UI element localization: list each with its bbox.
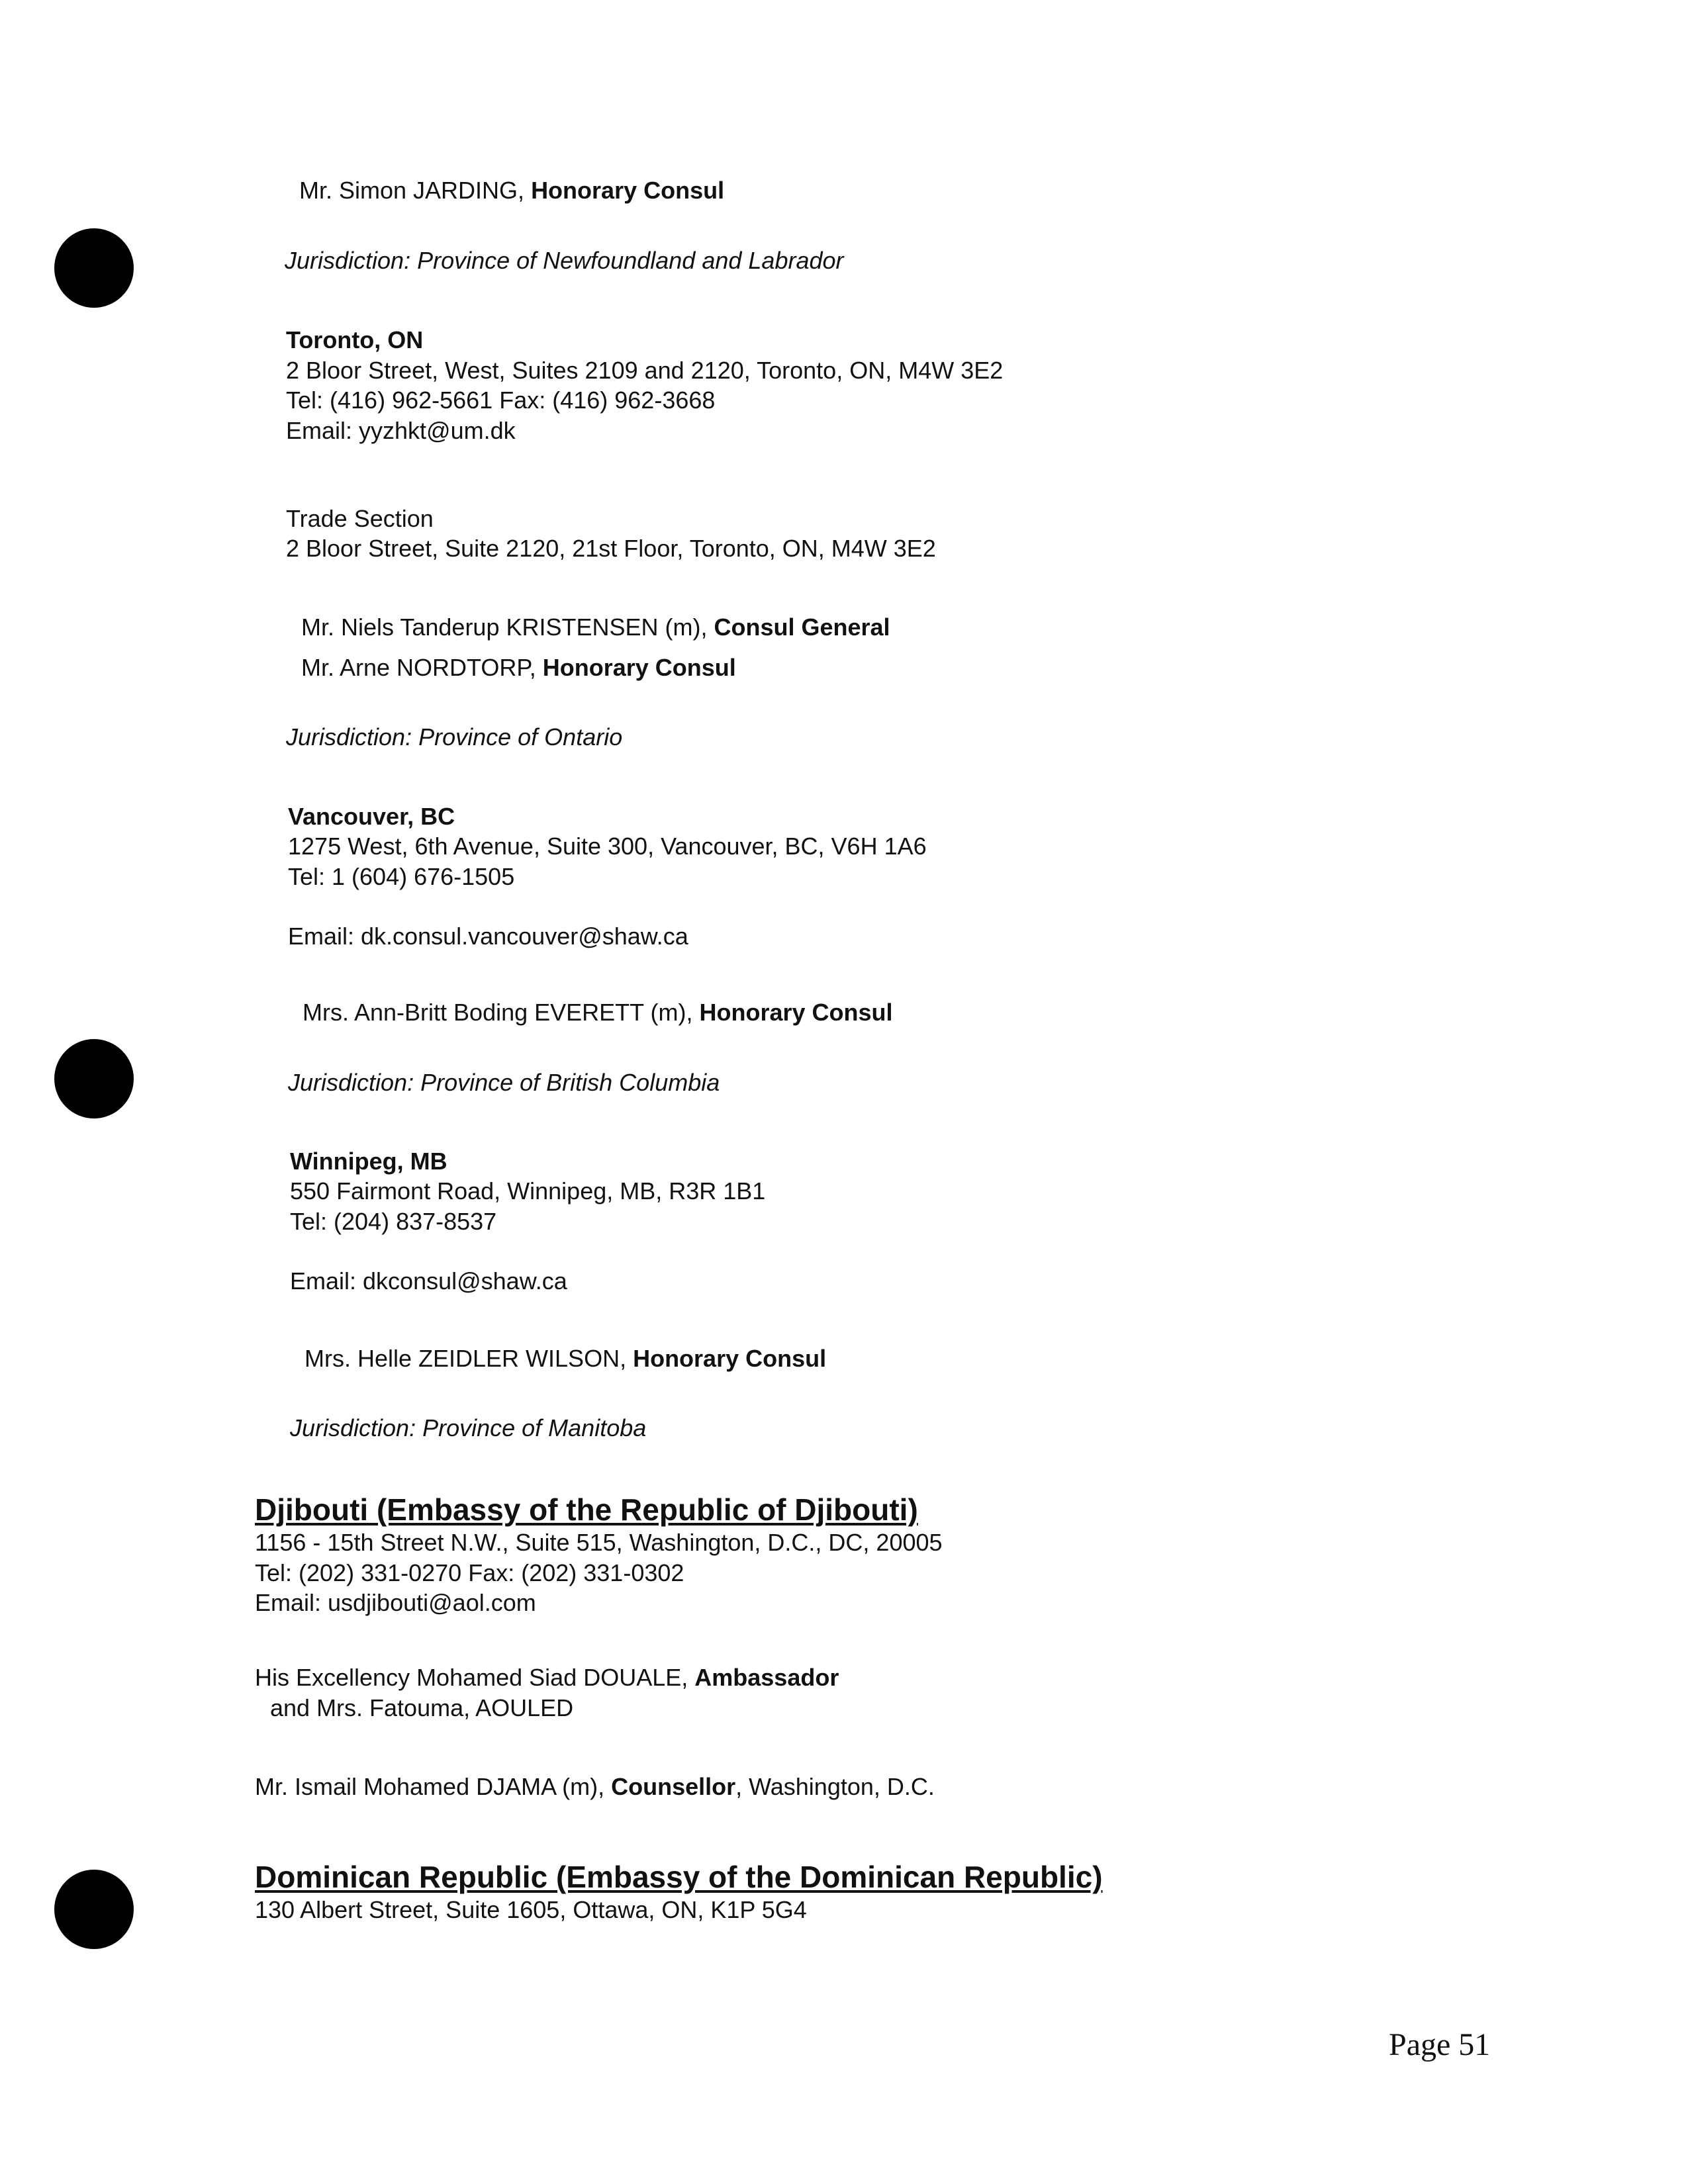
phone: Tel: (204) 837-8537: [290, 1208, 497, 1235]
official-title: Honorary Consul: [633, 1345, 827, 1372]
page-number: Page 51: [1389, 2027, 1491, 2062]
official-title: Ambassador: [694, 1664, 839, 1691]
section-heading: Toronto, ON: [286, 326, 424, 353]
official-title: Counsellor: [611, 1773, 736, 1800]
official-line: [305, 1344, 826, 1373]
official-title: Honorary Consul: [542, 654, 736, 681]
official-line: [303, 998, 893, 1027]
email: Email: dk.consul.vancouver@shaw.ca: [288, 923, 688, 950]
jurisdiction: Jurisdiction: Province of Manitoba: [290, 1414, 647, 1441]
email: Email: usdjibouti@aol.com: [255, 1589, 536, 1616]
email: Email: yyzhkt@um.dk: [286, 417, 516, 444]
official-title: Consul General: [714, 614, 890, 641]
official-location: , Washington, D.C.: [735, 1773, 935, 1800]
address: 1156 - 15th Street N.W., Suite 515, Washington, D.C., DC, 20005: [255, 1529, 943, 1556]
address: 2 Bloor Street, West, Suites 2109 and 2120, Toronto, ON, M4W 3E2: [286, 357, 1004, 384]
jurisdiction: Jurisdiction: Province of Newfoundland and Labrador: [285, 247, 844, 274]
official-name: Mr. Simon JARDING,: [299, 177, 532, 204]
address: 1275 West, 6th Avenue, Suite 300, Vancouver, BC, V6H 1A6: [288, 833, 927, 860]
phone: Tel: (416) 962-5661 Fax: (416) 962-3668: [286, 387, 716, 414]
official-line: [301, 653, 736, 682]
country-heading: Dominican Republic (Embassy of the Dominican Republic): [255, 1860, 1103, 1894]
official-name: His Excellency Mohamed Siad DOUALE,: [255, 1664, 695, 1691]
trade-section-label: Trade Section: [286, 505, 434, 532]
official-line: [301, 613, 890, 642]
binder-hole: [54, 1039, 134, 1118]
official-line: [299, 176, 724, 205]
address: 550 Fairmont Road, Winnipeg, MB, R3R 1B1: [290, 1177, 766, 1205]
official-line: [255, 1663, 839, 1692]
official-name: Mr. Ismail Mohamed DJAMA (m),: [255, 1773, 612, 1800]
country-heading: Djibouti (Embassy of the Republic of Djibouti): [255, 1492, 918, 1527]
phone: Tel: (202) 331-0270 Fax: (202) 331-0302: [255, 1559, 684, 1586]
official-name: Mr. Niels Tanderup KRISTENSEN (m),: [301, 614, 714, 641]
section-heading: Vancouver, BC: [288, 803, 455, 830]
phone: Tel: 1 (604) 676-1505: [288, 863, 515, 890]
binder-hole: [54, 1870, 134, 1949]
trade-address: 2 Bloor Street, Suite 2120, 21st Floor, Toronto, ON, M4W 3E2: [286, 535, 936, 562]
official-name: Mrs. Ann-Britt Boding EVERETT (m),: [303, 999, 700, 1026]
official-title: Honorary Consul: [699, 999, 893, 1026]
address: 130 Albert Street, Suite 1605, Ottawa, ON, K1P 5G4: [255, 1896, 807, 1923]
jurisdiction: Jurisdiction: Province of British Columbia: [288, 1069, 720, 1096]
email: Email: dkconsul@shaw.ca: [290, 1267, 567, 1295]
section-heading: Winnipeg, MB: [290, 1148, 447, 1175]
official-name: Mr. Arne NORDTORP,: [301, 654, 543, 681]
official-name: Mrs. Helle ZEIDLER WILSON,: [305, 1345, 633, 1372]
official-title: Honorary Consul: [531, 177, 725, 204]
official-line: [255, 1772, 935, 1801]
spouse-line: and Mrs. Fatouma, AOULED: [270, 1694, 574, 1721]
binder-hole: [54, 228, 134, 308]
jurisdiction: Jurisdiction: Province of Ontario: [286, 723, 623, 751]
